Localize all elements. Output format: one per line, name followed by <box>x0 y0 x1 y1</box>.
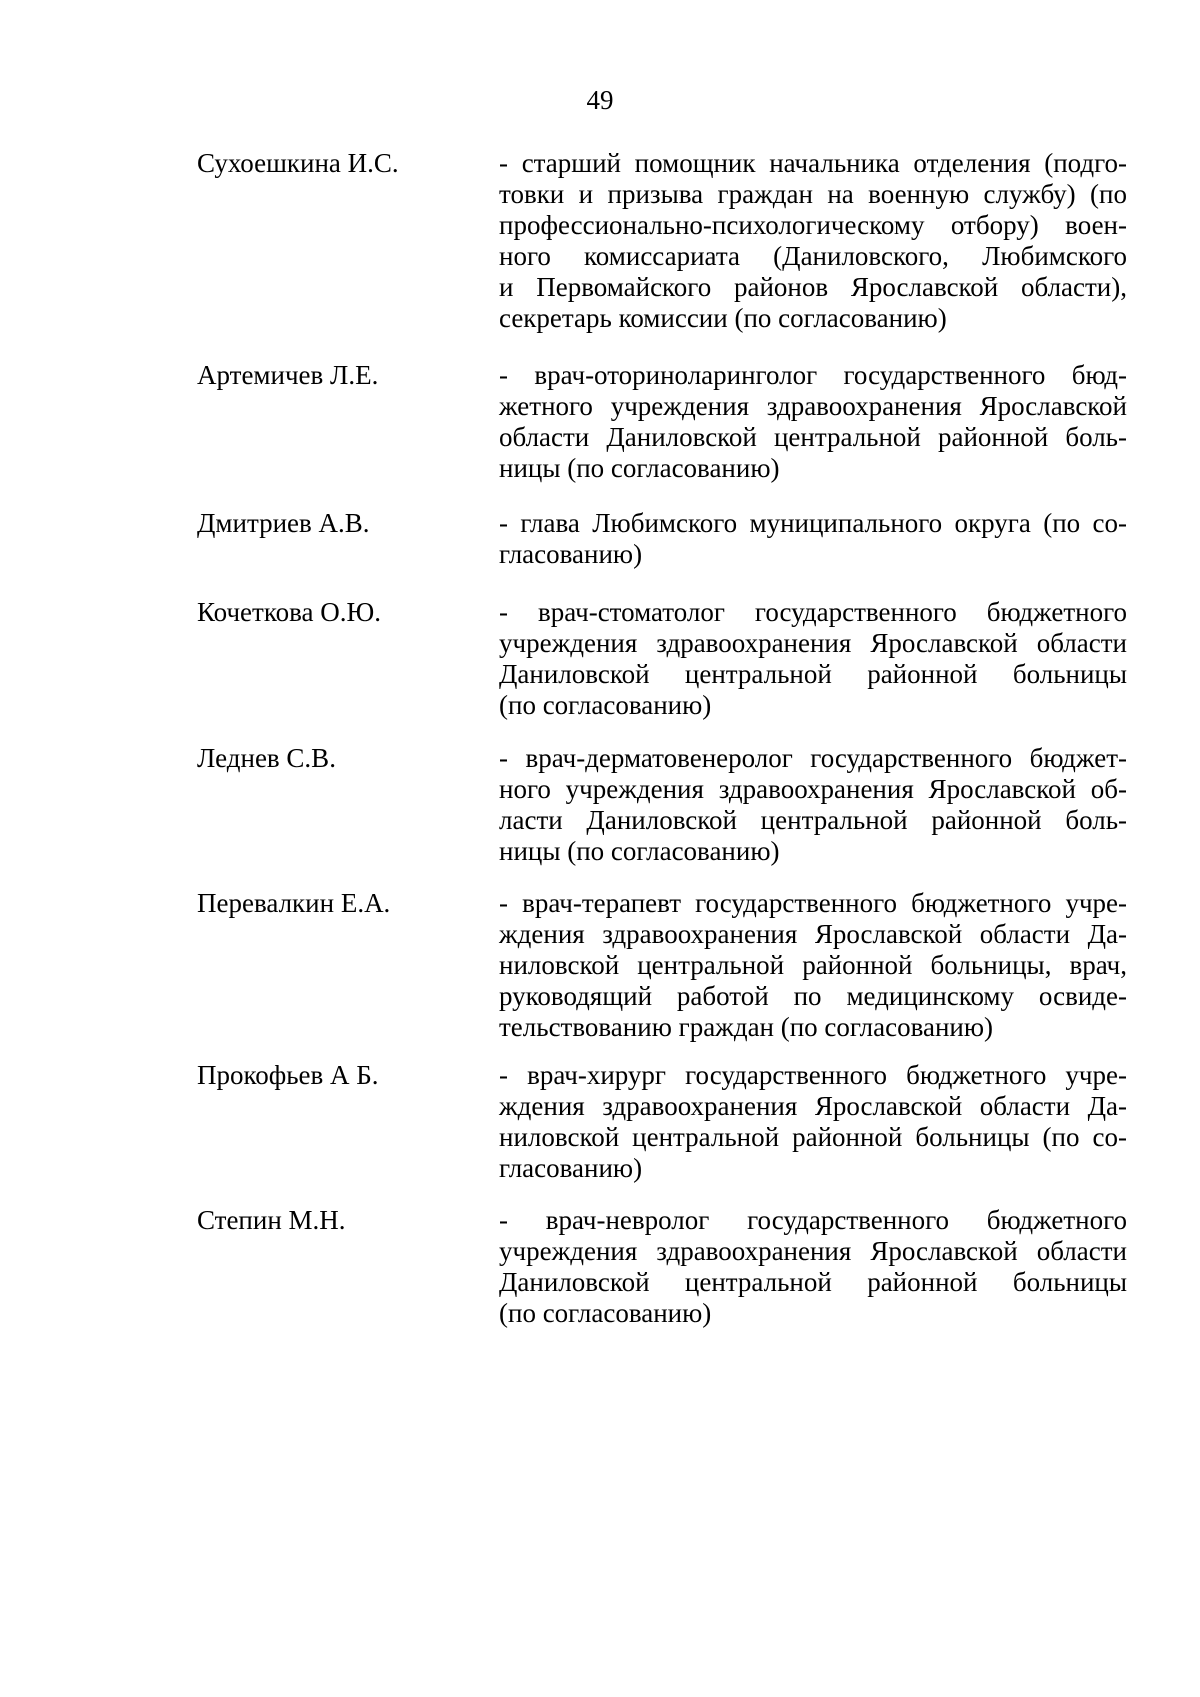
position-line: руководящий работой по медицинскому освиде- <box>499 981 1127 1011</box>
position-line: ждения здравоохранения Ярославской области Да- <box>499 919 1127 949</box>
position-line: - врач-дерматовенеролог государственного бюджет- <box>499 743 1127 773</box>
position-line: - глава Любимского муниципального округа (по со- <box>499 508 1127 538</box>
position-line: ниловской центральной районной больницы, врач, <box>499 950 1127 980</box>
member-name: Леднев С.В. <box>197 743 336 773</box>
position-line: секретарь комиссии (по согласованию) <box>499 303 947 333</box>
position-line: тельствованию граждан (по согласованию) <box>499 1012 994 1042</box>
member-position <box>499 597 1127 721</box>
position-line: (по согласованию) <box>499 690 712 720</box>
position-line: ного учреждения здравоохранения Ярославской об- <box>499 774 1127 804</box>
position-line: ласти Даниловской центральной районной боль- <box>499 805 1127 835</box>
member-name: Прокофьев А Б. <box>197 1060 379 1090</box>
position-line: области Даниловской центральной районной боль- <box>499 422 1127 452</box>
member-name: Перевалкин Е.А. <box>197 888 391 918</box>
position-line: гласованию) <box>499 1153 643 1183</box>
position-line: жетного учреждения здравоохранения Ярославской <box>499 391 1127 421</box>
position-line: учреждения здравоохранения Ярославской области <box>499 1236 1127 1266</box>
position-line: товки и призыва граждан на военную службу) (по <box>499 179 1127 209</box>
position-line: ного комиссариата (Даниловского, Любимского <box>499 241 1127 271</box>
position-line: - врач-стоматолог государственного бюджетного <box>499 597 1127 627</box>
position-line: ниловской центральной районной больницы (по со- <box>499 1122 1127 1152</box>
position-line: и Первомайского районов Ярославской области), <box>499 272 1127 302</box>
position-line: учреждения здравоохранения Ярославской области <box>499 628 1127 658</box>
member-position <box>499 888 1127 1043</box>
member-name: Дмитриев А.В. <box>197 508 370 538</box>
position-line: - врач-оториноларинголог государственного бюд- <box>499 360 1127 390</box>
member-name: Степин М.Н. <box>197 1205 346 1235</box>
position-line: - старший помощник начальника отделения (подго- <box>499 148 1127 178</box>
member-name: Артемичев Л.Е. <box>197 360 379 390</box>
position-line: ждения здравоохранения Ярославской области Да- <box>499 1091 1127 1121</box>
position-line: - врач-невролог государственного бюджетного <box>499 1205 1127 1235</box>
member-position <box>499 1060 1127 1184</box>
position-line: гласованию) <box>499 539 643 569</box>
member-position <box>499 1205 1127 1329</box>
position-line: Даниловской центральной районной больницы <box>499 659 1127 689</box>
page-number: 49 <box>586 85 614 115</box>
position-line: - врач-терапевт государственного бюджетного учре- <box>499 888 1127 918</box>
position-line: профессионально-психологическому отбору) воен- <box>499 210 1127 240</box>
position-line: ницы (по согласованию) <box>499 836 780 866</box>
position-line: Даниловской центральной районной больницы <box>499 1267 1127 1297</box>
member-name: Кочеткова О.Ю. <box>197 597 381 627</box>
position-line: (по согласованию) <box>499 1298 712 1328</box>
member-position <box>499 508 1127 570</box>
position-line: ницы (по согласованию) <box>499 453 780 483</box>
position-line: - врач-хирург государственного бюджетного учре- <box>499 1060 1127 1090</box>
member-position <box>499 148 1127 334</box>
member-position <box>499 743 1127 867</box>
member-name: Сухоешкина И.С. <box>197 148 399 178</box>
member-position <box>499 360 1127 484</box>
